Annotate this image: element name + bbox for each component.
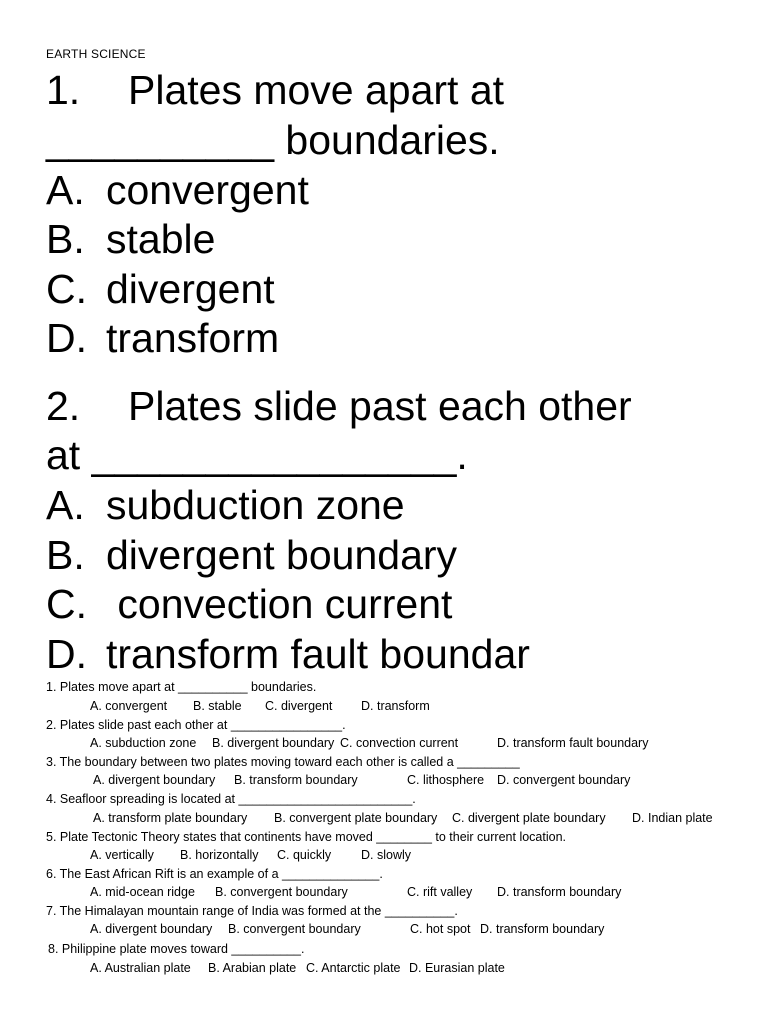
quiz-question-2: 2. Plates slide past each other at ________________. — [46, 718, 346, 732]
quiz-question-1: 1. Plates move apart at __________ boundaries. — [46, 680, 317, 694]
big-question-2-option-d: D. transform fault boundar — [46, 631, 530, 677]
big-question-2-option-c: C. convection current — [46, 581, 453, 627]
big-question-1-text: Plates move apart at — [128, 67, 505, 113]
big-question-1-option-d: D. transform — [46, 315, 280, 361]
quiz-question-4: 4. Seafloor spreading is located at _________________________. — [46, 792, 416, 806]
big-question-1-line-2: __________ boundaries. — [46, 117, 500, 163]
big-question-2-line-2: at ________________. — [46, 432, 468, 478]
quiz-question-8: 8. Philippine plate moves toward __________. — [48, 942, 305, 956]
subject-header: EARTH SCIENCE — [46, 47, 146, 61]
big-question-2-option-a: A. subduction zone — [46, 482, 405, 528]
quiz-question-6: 6. The East African Rift is an example of a ______________. — [46, 867, 383, 881]
quiz-question-5: 5. Plate Tectonic Theory states that continents have moved ________ to their current location. — [46, 830, 566, 844]
quiz-question-3: 3. The boundary between two plates moving toward each other is called a _________ — [46, 755, 520, 769]
big-question-2-option-b: B. divergent boundary — [46, 532, 458, 578]
big-question-2-line-1 — [46, 381, 632, 431]
big-question-1-option-a: A. convergent — [46, 167, 309, 213]
quiz-question-7: 7. The Himalayan mountain range of India was formed at the __________. — [46, 904, 458, 918]
big-question-1-line-1 — [46, 65, 504, 115]
big-question-1-number: 1. — [46, 67, 81, 113]
big-question-1-option-b: B. stable — [46, 216, 216, 262]
big-question-2-text: Plates slide past each other — [128, 383, 632, 429]
big-question-2-number: 2. — [46, 383, 81, 429]
worksheet-page: EARTH SCIENCE 1. Plates move apart at __________ boundaries. A. convergent B. stable C. divergent D. transform 2. Plates slide past each other at ________________. A. subduction zone B. divergent boundary C. convection current D. transform fault boundar 1. Plates move apart at __________ boundaries. A. convergent B. stable C. divergent D. transform 2. Plates slide past each other at ________________. A. subduction zone B. divergent boundary C. convection current D. transform fault boundary 3. The boundary between two plates moving toward each other is called a _________ A. divergent boundary B. transform boundary C. lithosphere D. convergent boundary 4. Seafloor spreading is located at _________________________. A. transform plate boundary B. convergent plate boundary C. divergent plate boundary D. Indian plate 5. Plate Tectonic Theory states that continents have moved ________ to their current location. A. vertically B. horizontally C. quickly D. slowly 6. The East African Rift is an example of a ______________. A. mid-ocean ridge B. convergent boundary C. rift valley D. transform boundary 7. The Himalayan mountain range of India was formed at the __________. A. divergent boundary B. convergent boundary C. hot spot D. transform boundary 8. Philippine plate moves toward __________. A. Australian plate B. Arabian plate C. Antarctic plate D. Eurasian plate — [46, 47, 713, 975]
big-question-1-option-c: C. divergent — [46, 266, 275, 312]
